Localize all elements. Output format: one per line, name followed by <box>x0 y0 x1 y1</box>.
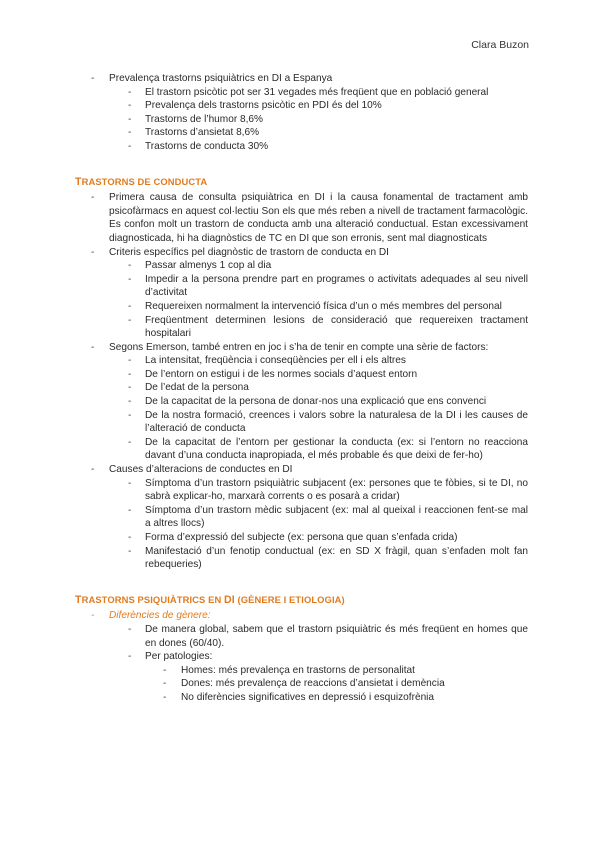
list-item: - De la capacitat de l’entorn per gestionar la conducta (ex: si l’entorn no reacciona davant d’una conducta inapropiada, el més probable és que deixi de fer-ho) <box>128 436 528 462</box>
list-item: - Prevalença dels trastorns psicòtic en PDI és del 10% <box>128 100 382 112</box>
list-item: - De la nostra formació, creences i valors sobre la naturalesa de la DI i les causes de l’alteració de conducta <box>128 409 528 435</box>
list-item: - Trastorns d’ansietat 8,6% <box>128 127 260 139</box>
list-item: - Diferències de gènere: <box>91 610 211 622</box>
list-item: - De manera global, sabem que el trastorn psiquiàtric és més freqüent en homes que en dones (60/40). <box>128 623 528 649</box>
section-heading-trastorns-conducta: TRASTORNS DE CONDUCTA <box>75 175 208 188</box>
section-heading-trastorns-psiquiatrics: TRASTORNS PSIQUIÀTRICS EN DI (GÈNERE I ETIOLOGIA) <box>75 593 345 606</box>
list-item: - Causes d’alteracions de conductes en DI <box>91 464 293 476</box>
list-item: - Símptoma d’un trastorn psiquiàtric subjacent (ex: persones que te fòbies, si te DI, no sabrà explicar-ho, marxarà corrents o es posarà a cridar) <box>128 477 528 503</box>
list-item: - De la capacitat de la persona de donar-nos una explicació que ens convenci <box>128 396 487 408</box>
list-item: - Símptoma d’un trastorn mèdic subjacent (ex: mal al queixal i reaccionen fent-se mal a altres llocs) <box>128 504 528 530</box>
list-item: - De l’edat de la persona <box>128 382 249 394</box>
list-item: - No diferències significatives en depressió i esquizofrènia <box>163 691 435 703</box>
intro-list <box>90 72 528 154</box>
list-item: - Primera causa de consulta psiquiàtrica en DI i la causa fonamental de tractament amb psicofàrmacs en aquest col·lectiu Son els que més reben a nivell de tractament farmacològic. Es confon molt un trastorn de conducta amb una alteració conductual. Estan excessivament diagnosticada, hi ha diagnòstics de TC en DI que son erronis, sent mal diagnosticats <box>91 192 528 244</box>
list-item: - El trastorn psicòtic pot ser 31 vegades més freqüent que en població general <box>128 86 489 98</box>
list-item: - Requereixen normalment la intervenció física d’un o més membres del personal <box>128 300 502 312</box>
list-item: - Homes: més prevalença en trastorns de personalitat <box>163 664 415 676</box>
section1-list <box>90 191 528 572</box>
list-item: - Dones: més prevalença de reaccions d’ansietat i demència <box>163 678 445 690</box>
list-item: - Forma d’expressió del subjecte (ex: persona que quan s’enfada crida) <box>128 532 458 543</box>
list-item: - Trastorns de conducta 30% <box>128 140 269 152</box>
document-body <box>75 72 528 705</box>
list-item: - Trastorns de l’humor 8,6% <box>128 113 263 125</box>
list-item: - Manifestació d’un fenotip conductual (ex: en SD X fràgil, quan s’enfaden molt fan rebequeries) <box>128 545 528 571</box>
dash-bullet: - <box>91 73 95 84</box>
section2-list <box>90 609 528 704</box>
list-item: - Passar almenys 1 cop al dia <box>128 260 272 272</box>
author-name: Clara Buzon <box>471 39 529 51</box>
list-item: - La intensitat, freqüència i conseqüències per ell i els altres <box>128 355 406 367</box>
list-item: - Impedir a la persona prendre part en programes o activitats adequades al seu nivell d’activitat <box>128 273 528 299</box>
list-item: - Segons Emerson, també entren en joc i s’ha de tenir en compte una sèrie de factors: <box>91 341 489 353</box>
list-item: - Criteris específics pel diagnòstic de trastorn de conducta en DI <box>91 246 389 258</box>
list-item: - De l’entorn on estigui i de les normes socials d’aquest entorn <box>128 368 418 380</box>
list-item: - Prevalença trastorns psiquiàtrics en DI a Espanya <box>91 73 333 84</box>
list-item: - Per patologies: <box>128 651 213 663</box>
list-item: - Freqüentment determinen lesions de consideració que requereixen tractament hospitalari <box>128 314 528 340</box>
